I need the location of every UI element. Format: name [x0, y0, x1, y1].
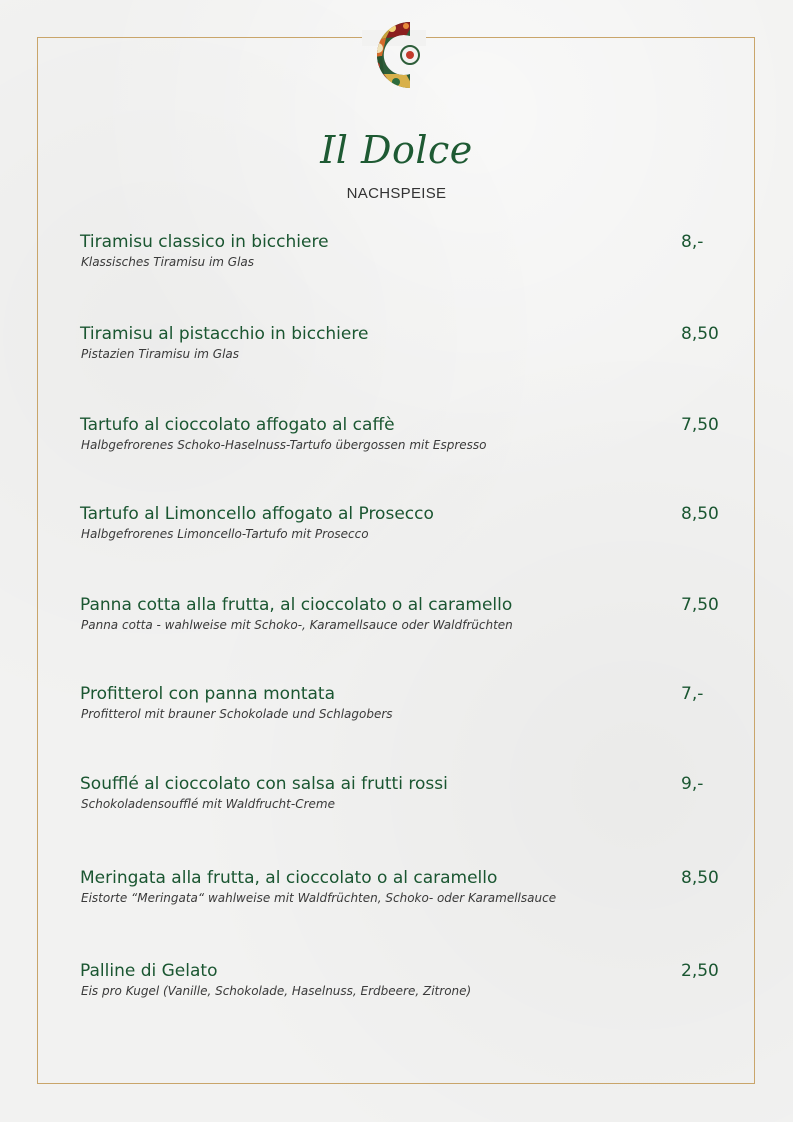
menu-item [80, 774, 720, 820]
item-name: Tartufo al cioccolato affogato al caffè [80, 415, 395, 435]
menu-item [80, 595, 720, 641]
menu-subtitle: NACHSPEISE [346, 185, 447, 202]
item-description: Profitterol mit brauner Schokolade und Schlagobers [81, 707, 393, 721]
item-description: Eis pro Kugel (Vanille, Schokolade, Haselnuss, Erdbeere, Zitrone) [81, 984, 472, 998]
item-price: 9,- [681, 774, 704, 794]
item-description: Schokoladensoufflé mit Waldfrucht-Creme [81, 797, 335, 811]
item-name: Panna cotta alla frutta, al cioccolato o al caramello [80, 595, 513, 615]
mosaic-c-logo-icon [366, 18, 426, 92]
item-price: 8,50 [681, 868, 719, 888]
item-name: Soufflé al cioccolato con salsa ai frutti rossi [80, 774, 448, 794]
item-description: Klassisches Tiramisu im Glas [81, 255, 255, 269]
item-description: Halbgefrorenes Schoko-Haselnuss-Tartufo übergossen mit Espresso [81, 438, 487, 452]
menu-item [80, 868, 720, 914]
item-price: 7,50 [681, 415, 719, 435]
item-name: Profitterol con panna montata [80, 684, 336, 704]
item-description: Eistorte “Meringata“ wahlweise mit Waldfrüchten, Schoko- oder Karamellsauce [81, 891, 557, 905]
item-price: 8,50 [681, 504, 719, 524]
menu-item [80, 684, 720, 730]
item-name: Tartufo al Limoncello affogato al Prosecco [80, 504, 434, 524]
item-name: Tiramisu al pistacchio in bicchiere [80, 324, 369, 344]
item-price: 2,50 [681, 961, 719, 981]
menu-item [80, 415, 720, 461]
item-name: Meringata alla frutta, al cioccolato o al caramello [80, 868, 498, 888]
menu-item [80, 324, 720, 370]
item-price: 7,50 [681, 595, 719, 615]
item-price: 8,50 [681, 324, 719, 344]
item-name: Tiramisu classico in bicchiere [80, 232, 329, 252]
menu-item [80, 232, 720, 278]
menu-title: Il Dolce [320, 128, 473, 172]
menu-item [80, 504, 720, 550]
item-name: Palline di Gelato [80, 961, 218, 981]
menu-item [80, 961, 720, 1007]
item-description: Panna cotta - wahlweise mit Schoko-, Karamellsauce oder Waldfrüchten [81, 618, 513, 632]
item-price: 8,- [681, 232, 704, 252]
item-description: Halbgefrorenes Limoncello-Tartufo mit Prosecco [81, 527, 369, 541]
item-price: 7,- [681, 684, 704, 704]
item-description: Pistazien Tiramisu im Glas [81, 347, 240, 361]
